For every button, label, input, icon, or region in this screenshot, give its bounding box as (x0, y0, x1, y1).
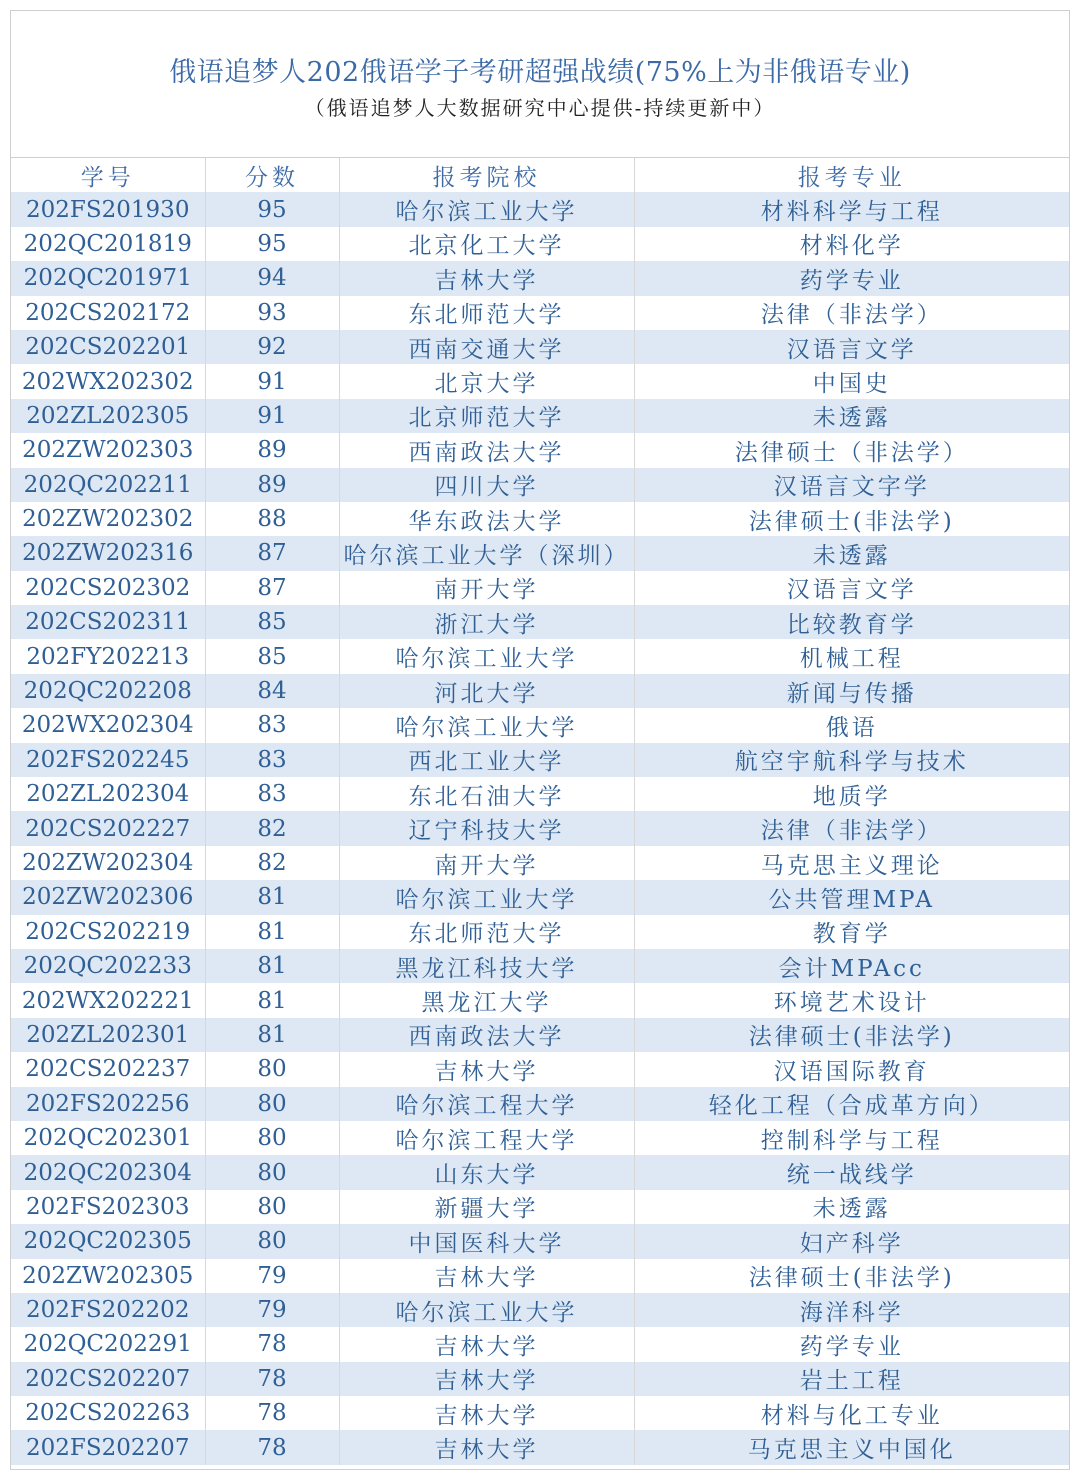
major-cell: 药学专业 (634, 1327, 1069, 1361)
school-cell: 新疆大学 (339, 1190, 634, 1224)
major-cell: 法律硕士（非法学） (634, 433, 1069, 467)
school-cell: 河北大学 (339, 674, 634, 708)
table-header-row (11, 158, 1069, 192)
major-cell: 环境艺术设计 (634, 983, 1069, 1017)
table-row (11, 1052, 1069, 1086)
major-cell: 法律硕士(非法学) (634, 502, 1069, 536)
score-cell: 79 (205, 1293, 339, 1327)
school-cell: 吉林大学 (339, 1396, 634, 1430)
school-cell: 黑龙江科技大学 (339, 949, 634, 983)
student-id-cell: 202FS202207 (11, 1430, 205, 1464)
major-cell: 汉语言文字学 (634, 468, 1069, 502)
score-cell: 87 (205, 571, 339, 605)
score-cell: 85 (205, 639, 339, 673)
score-cell: 80 (205, 1224, 339, 1258)
table-row (11, 296, 1069, 330)
major-cell: 比较教育学 (634, 605, 1069, 639)
table-row (11, 1327, 1069, 1361)
table-row (11, 743, 1069, 777)
student-id-cell: 202QC202208 (11, 674, 205, 708)
table-row (11, 330, 1069, 364)
student-id-cell: 202QC202233 (11, 949, 205, 983)
school-cell: 哈尔滨工业大学（深圳） (339, 536, 634, 570)
student-id-cell: 202ZW202303 (11, 433, 205, 467)
school-cell: 北京师范大学 (339, 399, 634, 433)
school-cell: 哈尔滨工业大学 (339, 192, 634, 226)
table-row (11, 1293, 1069, 1327)
school-cell: 哈尔滨工业大学 (339, 708, 634, 742)
student-id-cell: 202FS202202 (11, 1293, 205, 1327)
score-cell: 78 (205, 1327, 339, 1361)
table-row (11, 192, 1069, 226)
score-cell: 87 (205, 536, 339, 570)
school-cell: 北京大学 (339, 364, 634, 398)
school-cell: 中国医科大学 (339, 1224, 634, 1258)
score-cell: 78 (205, 1430, 339, 1464)
school-cell: 吉林大学 (339, 1327, 634, 1361)
table-row (11, 433, 1069, 467)
student-id-cell: 202QC202305 (11, 1224, 205, 1258)
table-row (11, 1121, 1069, 1155)
major-cell: 妇产科学 (634, 1224, 1069, 1258)
major-cell: 法律（非法学） (634, 811, 1069, 845)
school-cell: 西南交通大学 (339, 330, 634, 364)
school-cell: 吉林大学 (339, 261, 634, 295)
table-row (11, 364, 1069, 398)
school-cell: 浙江大学 (339, 605, 634, 639)
school-cell: 吉林大学 (339, 1362, 634, 1396)
table-row (11, 708, 1069, 742)
school-cell: 东北石油大学 (339, 777, 634, 811)
score-cell: 82 (205, 846, 339, 880)
school-cell: 辽宁科技大学 (339, 811, 634, 845)
student-id-cell: 202QC202211 (11, 468, 205, 502)
page-subtitle: （俄语追梦人大数据研究中心提供-持续更新中） (304, 96, 776, 120)
student-id-cell: 202CS202172 (11, 296, 205, 330)
score-cell: 88 (205, 502, 339, 536)
column-header-major: 报考专业 (797, 164, 906, 191)
major-cell: 材料科学与工程 (634, 192, 1069, 226)
major-cell: 未透露 (634, 399, 1069, 433)
school-cell: 东北师范大学 (339, 915, 634, 949)
major-cell: 俄语 (634, 708, 1069, 742)
school-cell: 南开大学 (339, 846, 634, 880)
major-cell: 机械工程 (634, 639, 1069, 673)
table-row (11, 674, 1069, 708)
score-cell: 81 (205, 915, 339, 949)
score-cell: 89 (205, 433, 339, 467)
score-cell: 92 (205, 330, 339, 364)
student-id-cell: 202WX202221 (11, 983, 205, 1017)
score-cell: 78 (205, 1362, 339, 1396)
score-cell: 81 (205, 1018, 339, 1052)
student-id-cell: 202ZL202305 (11, 399, 205, 433)
major-cell: 药学专业 (634, 261, 1069, 295)
major-cell: 航空宇航科学与技术 (634, 743, 1069, 777)
score-cell: 80 (205, 1052, 339, 1086)
major-cell: 材料与化工专业 (634, 1396, 1069, 1430)
school-cell: 西南政法大学 (339, 433, 634, 467)
score-cell: 80 (205, 1155, 339, 1189)
table-row (11, 502, 1069, 536)
major-cell: 中国史 (634, 364, 1069, 398)
major-cell: 法律硕士(非法学) (634, 1018, 1069, 1052)
column-header-score: 分数 (205, 158, 339, 192)
major-cell: 会计MPAcc (634, 949, 1069, 983)
school-cell: 华东政法大学 (339, 502, 634, 536)
table-row (11, 1224, 1069, 1258)
score-cell: 79 (205, 1259, 339, 1293)
major-cell: 未透露 (634, 1190, 1069, 1224)
major-cell: 法律（非法学） (634, 296, 1069, 330)
table-row (11, 1362, 1069, 1396)
score-cell: 85 (205, 605, 339, 639)
score-cell: 81 (205, 983, 339, 1017)
score-cell: 80 (205, 1190, 339, 1224)
score-cell: 95 (205, 192, 339, 226)
student-id-cell: 202ZL202301 (11, 1018, 205, 1052)
major-cell: 控制科学与工程 (634, 1121, 1069, 1155)
table-row (11, 1190, 1069, 1224)
table-row (11, 880, 1069, 914)
school-cell: 四川大学 (339, 468, 634, 502)
major-cell: 法律硕士(非法学) (634, 1259, 1069, 1293)
student-id-cell: 202WX202302 (11, 364, 205, 398)
score-cell: 83 (205, 743, 339, 777)
score-cell: 83 (205, 777, 339, 811)
student-id-cell: 202CS202227 (11, 811, 205, 845)
major-cell: 汉语言文学 (634, 571, 1069, 605)
student-id-cell: 202QC202301 (11, 1121, 205, 1155)
sheet-header (11, 11, 1069, 158)
major-cell: 汉语国际教育 (634, 1052, 1069, 1086)
student-id-cell: 202FS201930 (11, 192, 205, 226)
table-row (11, 1396, 1069, 1430)
major-cell: 公共管理MPA (634, 880, 1069, 914)
score-cell: 82 (205, 811, 339, 845)
major-cell: 岩土工程 (634, 1362, 1069, 1396)
table-row (11, 227, 1069, 261)
school-cell: 西北工业大学 (339, 743, 634, 777)
student-id-cell: 202WX202304 (11, 708, 205, 742)
table-row (11, 639, 1069, 673)
student-id-cell: 202ZL202304 (11, 777, 205, 811)
school-cell: 哈尔滨工业大学 (339, 639, 634, 673)
school-cell: 哈尔滨工业大学 (339, 880, 634, 914)
student-id-cell: 202ZW202306 (11, 880, 205, 914)
school-cell: 吉林大学 (339, 1259, 634, 1293)
student-id-cell: 202QC202291 (11, 1327, 205, 1361)
score-cell: 80 (205, 1087, 339, 1121)
student-id-cell: 202ZW202302 (11, 502, 205, 536)
results-table (11, 158, 1069, 1465)
student-id-cell: 202QC202304 (11, 1155, 205, 1189)
table-row (11, 399, 1069, 433)
school-cell: 黑龙江大学 (339, 983, 634, 1017)
school-cell: 吉林大学 (339, 1430, 634, 1464)
table-row (11, 846, 1069, 880)
table-row (11, 605, 1069, 639)
school-cell: 吉林大学 (339, 1052, 634, 1086)
table-row (11, 983, 1069, 1017)
score-cell: 81 (205, 949, 339, 983)
student-id-cell: 202CS202237 (11, 1052, 205, 1086)
student-id-cell: 202ZW202305 (11, 1259, 205, 1293)
score-cell: 94 (205, 261, 339, 295)
table-row (11, 1430, 1069, 1464)
score-cell: 80 (205, 1121, 339, 1155)
page-title: 俄语追梦人202俄语学子考研超强战绩(75%上为非俄语专业) (169, 57, 911, 88)
student-id-cell: 202QC201971 (11, 261, 205, 295)
student-id-cell: 202ZW202304 (11, 846, 205, 880)
table-row (11, 1087, 1069, 1121)
column-header-student-id: 学号 (11, 158, 205, 192)
table-row (11, 571, 1069, 605)
column-header-school: 报考院校 (339, 158, 634, 192)
table-row (11, 811, 1069, 845)
student-id-cell: 202FS202256 (11, 1087, 205, 1121)
table-row (11, 949, 1069, 983)
school-cell: 哈尔滨工业大学 (339, 1293, 634, 1327)
school-cell: 哈尔滨工程大学 (339, 1087, 634, 1121)
table-row (11, 468, 1069, 502)
major-cell: 新闻与传播 (634, 674, 1069, 708)
major-cell: 马克思主义理论 (634, 846, 1069, 880)
major-cell: 马克思主义中国化 (634, 1430, 1069, 1464)
score-cell: 91 (205, 364, 339, 398)
score-cell: 78 (205, 1396, 339, 1430)
major-cell: 未透露 (634, 536, 1069, 570)
student-id-cell: 202ZW202316 (11, 536, 205, 570)
table-row (11, 261, 1069, 295)
school-cell: 北京化工大学 (339, 227, 634, 261)
table-row (11, 1259, 1069, 1293)
table-row (11, 1018, 1069, 1052)
student-id-cell: 202CS202201 (11, 330, 205, 364)
score-cell: 93 (205, 296, 339, 330)
school-cell: 西南政法大学 (339, 1018, 634, 1052)
student-id-cell: 202CS202302 (11, 571, 205, 605)
major-cell: 地质学 (634, 777, 1069, 811)
major-cell: 轻化工程（合成革方向） (634, 1087, 1069, 1121)
score-cell: 89 (205, 468, 339, 502)
table-row (11, 915, 1069, 949)
table-body (11, 192, 1069, 1464)
school-cell: 东北师范大学 (339, 296, 634, 330)
table-row (11, 536, 1069, 570)
results-sheet (10, 10, 1070, 1470)
student-id-cell: 202CS202207 (11, 1362, 205, 1396)
major-cell: 教育学 (634, 915, 1069, 949)
student-id-cell: 202FY202213 (11, 639, 205, 673)
table-row (11, 1155, 1069, 1189)
score-cell: 84 (205, 674, 339, 708)
student-id-cell: 202FS202303 (11, 1190, 205, 1224)
school-cell: 山东大学 (339, 1155, 634, 1189)
major-cell: 海洋科学 (634, 1293, 1069, 1327)
major-cell: 统一战线学 (634, 1155, 1069, 1189)
score-cell: 83 (205, 708, 339, 742)
student-id-cell: 202CS202219 (11, 915, 205, 949)
score-cell: 81 (205, 880, 339, 914)
student-id-cell: 202CS202311 (11, 605, 205, 639)
school-cell: 南开大学 (339, 571, 634, 605)
school-cell: 哈尔滨工程大学 (339, 1121, 634, 1155)
score-cell: 91 (205, 399, 339, 433)
score-cell: 95 (205, 227, 339, 261)
major-cell: 材料化学 (634, 227, 1069, 261)
table-row (11, 777, 1069, 811)
major-cell: 汉语言文学 (634, 330, 1069, 364)
student-id-cell: 202CS202263 (11, 1396, 205, 1430)
student-id-cell: 202QC201819 (11, 227, 205, 261)
student-id-cell: 202FS202245 (11, 743, 205, 777)
